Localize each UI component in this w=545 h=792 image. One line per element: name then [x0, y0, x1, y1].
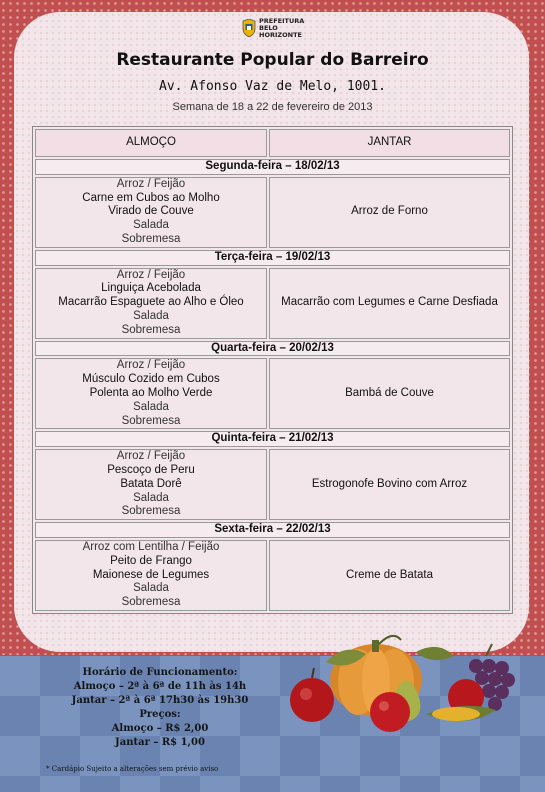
lunch-item: Carne em Cubos ao Molho — [82, 191, 220, 204]
lunch-item: Salada — [133, 309, 169, 322]
opening-info — [40, 666, 280, 750]
prices-title: Preços: — [139, 709, 181, 720]
lunch-item: Arroz com Lentilha / Feijão — [82, 540, 220, 553]
lunch-item: Salada — [133, 400, 169, 413]
meal-row-monday — [35, 177, 510, 248]
lunch-item: Salada — [133, 582, 169, 595]
lunch-cell — [35, 358, 267, 429]
menu-table — [32, 126, 513, 614]
city-emblem-icon — [242, 19, 256, 37]
lunch-item: Linguiça Acebolada — [101, 282, 201, 295]
lunch-item: Sobremesa — [121, 323, 181, 336]
lunch-item: Sobremesa — [121, 414, 181, 427]
lunch-cell — [35, 268, 267, 339]
day-label: Sexta-feira – 22/02/13 — [35, 522, 510, 538]
dinner-hours: Jantar – 2ª à 6ª 17h30 às 19h30 — [71, 695, 249, 706]
lunch-cell — [35, 540, 267, 611]
meal-row-friday — [35, 540, 510, 611]
day-label: Segunda-feira – 18/02/13 — [35, 159, 510, 175]
corn-icon — [426, 706, 496, 721]
lunch-item: Sobremesa — [121, 505, 181, 518]
lunch-item: Sobremesa — [121, 232, 181, 245]
dinner-cell: Estrogonofe Bovino com Arroz — [269, 449, 510, 520]
lunch-item: Virado de Couve — [108, 205, 194, 218]
lunch-item: Salada — [133, 219, 169, 232]
dinner-cell: Bambá de Couve — [269, 358, 510, 429]
day-row-monday — [35, 159, 510, 175]
dinner-cell: Creme de Batata — [269, 540, 510, 611]
meal-row-thursday — [35, 449, 510, 520]
week-range: Semana de 18 a 22 de fevereiro de 2013 — [172, 101, 373, 113]
day-label: Quarta-feira – 20/02/13 — [35, 341, 510, 357]
disclaimer-note: * Cardápio Sujeito a alterações sem prévio aviso — [46, 765, 219, 773]
apple-icon — [290, 668, 334, 722]
lunch-item: Arroz / Feijão — [116, 268, 186, 281]
meal-row-tuesday — [35, 268, 510, 339]
lunch-cell — [35, 449, 267, 520]
day-label: Quinta-feira – 21/02/13 — [35, 431, 510, 447]
day-row-tuesday — [35, 250, 510, 266]
lunch-item: Arroz / Feijão — [116, 359, 186, 372]
apple-icon — [370, 692, 410, 732]
dinner-cell: Arroz de Forno — [269, 177, 510, 248]
day-row-friday — [35, 522, 510, 538]
lunch-hours: Almoço – 2ª à 6ª de 11h às 14h — [73, 681, 247, 692]
day-label: Terça-feira – 19/02/13 — [35, 250, 510, 266]
lunch-item: Polenta ao Molho Verde — [89, 386, 213, 399]
lunch-item: Peito de Frango — [110, 554, 192, 567]
lunch-item: Músculo Cozido em Cubos — [82, 373, 220, 386]
dinner-price: Jantar – R$ 1,00 — [115, 737, 205, 748]
dinner-cell: Macarrão com Legumes e Carne Desfiada — [269, 268, 510, 339]
page-title: Restaurante Popular do Barreiro — [116, 50, 429, 70]
day-row-thursday — [35, 431, 510, 447]
menu-header-row — [35, 129, 510, 157]
lunch-item: Arroz / Feijão — [116, 450, 186, 463]
lunch-item: Pescoço de Peru — [107, 463, 195, 476]
day-row-wednesday — [35, 341, 510, 357]
lunch-item: Arroz / Feijão — [116, 177, 186, 190]
restaurant-address: Av. Afonso Vaz de Melo, 1001. — [159, 79, 386, 94]
logo-text-line2: BELO HORIZONTE — [259, 23, 302, 39]
lunch-item: Macarrão Espaguete ao Alho e Óleo — [58, 296, 244, 309]
meal-row-wednesday — [35, 358, 510, 429]
lunch-cell — [35, 177, 267, 248]
lunch-item: Maionese de Legumes — [92, 568, 210, 581]
lunch-price: Almoço – R$ 2,00 — [111, 723, 209, 734]
logo-text-line1: PREFEITURA — [259, 16, 305, 25]
harvest-fruits-illustration — [286, 622, 526, 732]
lunch-item: Batata Dorê — [120, 477, 182, 490]
lunch-item: Salada — [133, 491, 169, 504]
lunch-item: Sobremesa — [121, 596, 181, 609]
prefeitura-logo — [242, 17, 322, 39]
column-header-dinner: JANTAR — [269, 129, 510, 157]
hours-title: Horário de Funcionamento: — [82, 667, 238, 678]
column-header-lunch: ALMOÇO — [35, 129, 267, 157]
